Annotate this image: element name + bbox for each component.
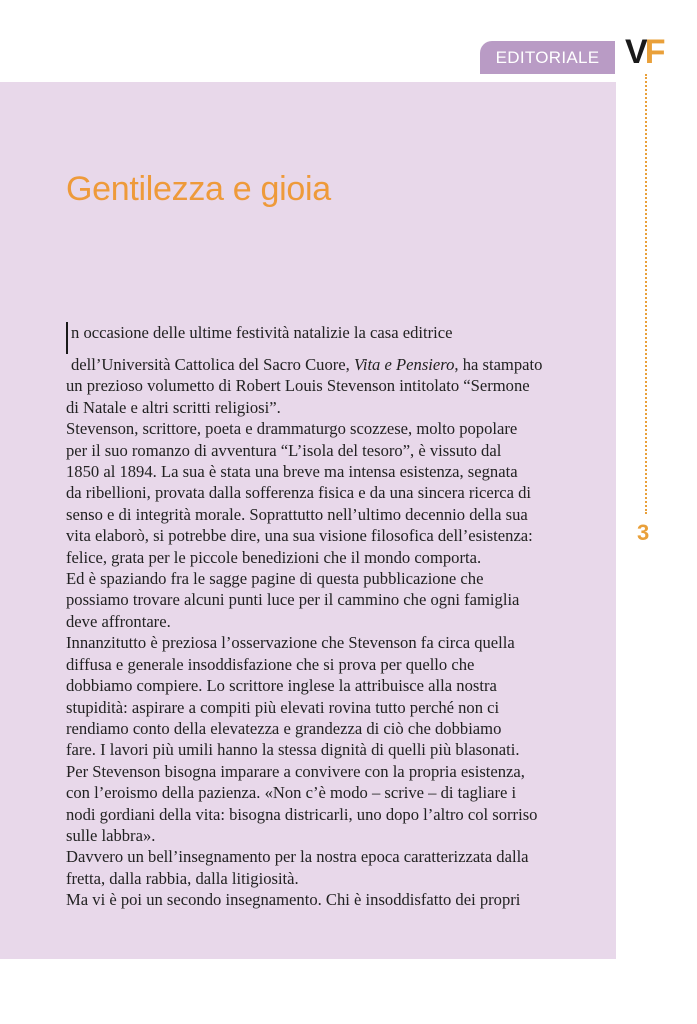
body-line: un prezioso volumetto di Robert Louis Stevenson intitolato “Sermone xyxy=(66,376,530,396)
body-line xyxy=(66,354,586,375)
body-line: Ed è spaziando fra le sagge pagine di questa pubblicazione che xyxy=(66,569,484,589)
body-line: Ma vi è poi un secondo insegnamento. Chi è insoddisfatto dei propri xyxy=(66,890,521,910)
article-title: Gentilezza e gioia xyxy=(66,170,331,208)
body-line: possiamo trovare alcuni punti luce per il cammino che ogni famiglia xyxy=(66,590,520,610)
body-line xyxy=(66,322,586,354)
drop-initial-bar xyxy=(66,322,68,354)
body-line: con l’eroismo della pazienza. «Non c’è modo – scrive – di tagliare i xyxy=(66,783,517,803)
body-line: 1850 al 1894. La sua è stata una breve ma intensa esistenza, segnata xyxy=(66,462,518,482)
logo-letter-f: F xyxy=(644,33,663,71)
body-line: dobbiamo compiere. Lo scrittore inglese la attribuisce alla nostra xyxy=(66,676,497,696)
body-line: fretta, dalla rabbia, dalla litigiosità. xyxy=(66,868,299,888)
article-body xyxy=(66,322,586,911)
body-line: Innanzitutto è preziosa l’osservazione che Stevenson fa circa quella xyxy=(66,633,515,653)
section-label: EDITORIALE xyxy=(480,41,615,74)
body-line-text: , ha stampato xyxy=(454,355,543,374)
body-line: Davvero un bell’insegnamento per la nostra epoca caratterizzata dalla xyxy=(66,847,529,867)
body-line-text: n occasione delle ultime festività natalizie la casa editrice xyxy=(71,323,453,342)
body-line: diffusa e generale insoddisfazione che si prova per quello che xyxy=(66,654,475,674)
body-line: sulle labbra». xyxy=(66,825,156,845)
body-line: Stevenson, scrittore, poeta e drammaturgo scozzese, molto popolare xyxy=(66,419,518,439)
body-line: stupidità: aspirare a compiti più elevati rovina tutto perché non ci xyxy=(66,697,500,717)
body-line: vita elaborò, si potrebbe dire, una sua visione filosofica dell’esistenza: xyxy=(66,526,533,546)
body-line: da ribellioni, provata dalla sofferenza fisica e da una sincera ricerca di xyxy=(66,483,532,503)
body-line: fare. I lavori più umili hanno la stessa dignità di quelli più blasonati. xyxy=(66,740,520,760)
body-line: Per Stevenson bisogna imparare a convivere con la propria esistenza, xyxy=(66,761,525,781)
publisher-name: Vita e Pensiero xyxy=(353,355,455,374)
dotted-divider xyxy=(645,74,647,514)
body-line: deve affrontare. xyxy=(66,611,171,631)
page-number: 3 xyxy=(637,520,650,545)
vf-logo xyxy=(625,34,662,70)
body-line: rendiamo conto della elevatezza e grandezza di ciò che dobbiamo xyxy=(66,718,502,738)
body-line: felice, grata per le piccole benedizioni che il mondo comporta. xyxy=(66,547,482,567)
logo-letter-v: V xyxy=(625,33,645,71)
body-line-text: dell’Università Cattolica del Sacro Cuore, xyxy=(71,355,354,374)
body-line: di Natale e altri scritti religiosi”. xyxy=(66,397,281,417)
body-line: senso e di integrità morale. Soprattutto nell’ultimo decennio della sua xyxy=(66,504,528,524)
body-line: nodi gordiani della vita: bisogna districarli, uno dopo l’altro col sorriso xyxy=(66,804,538,824)
body-line: per il suo romanzo di avventura “L’isola del tesoro”, è vissuto dal xyxy=(66,440,502,460)
